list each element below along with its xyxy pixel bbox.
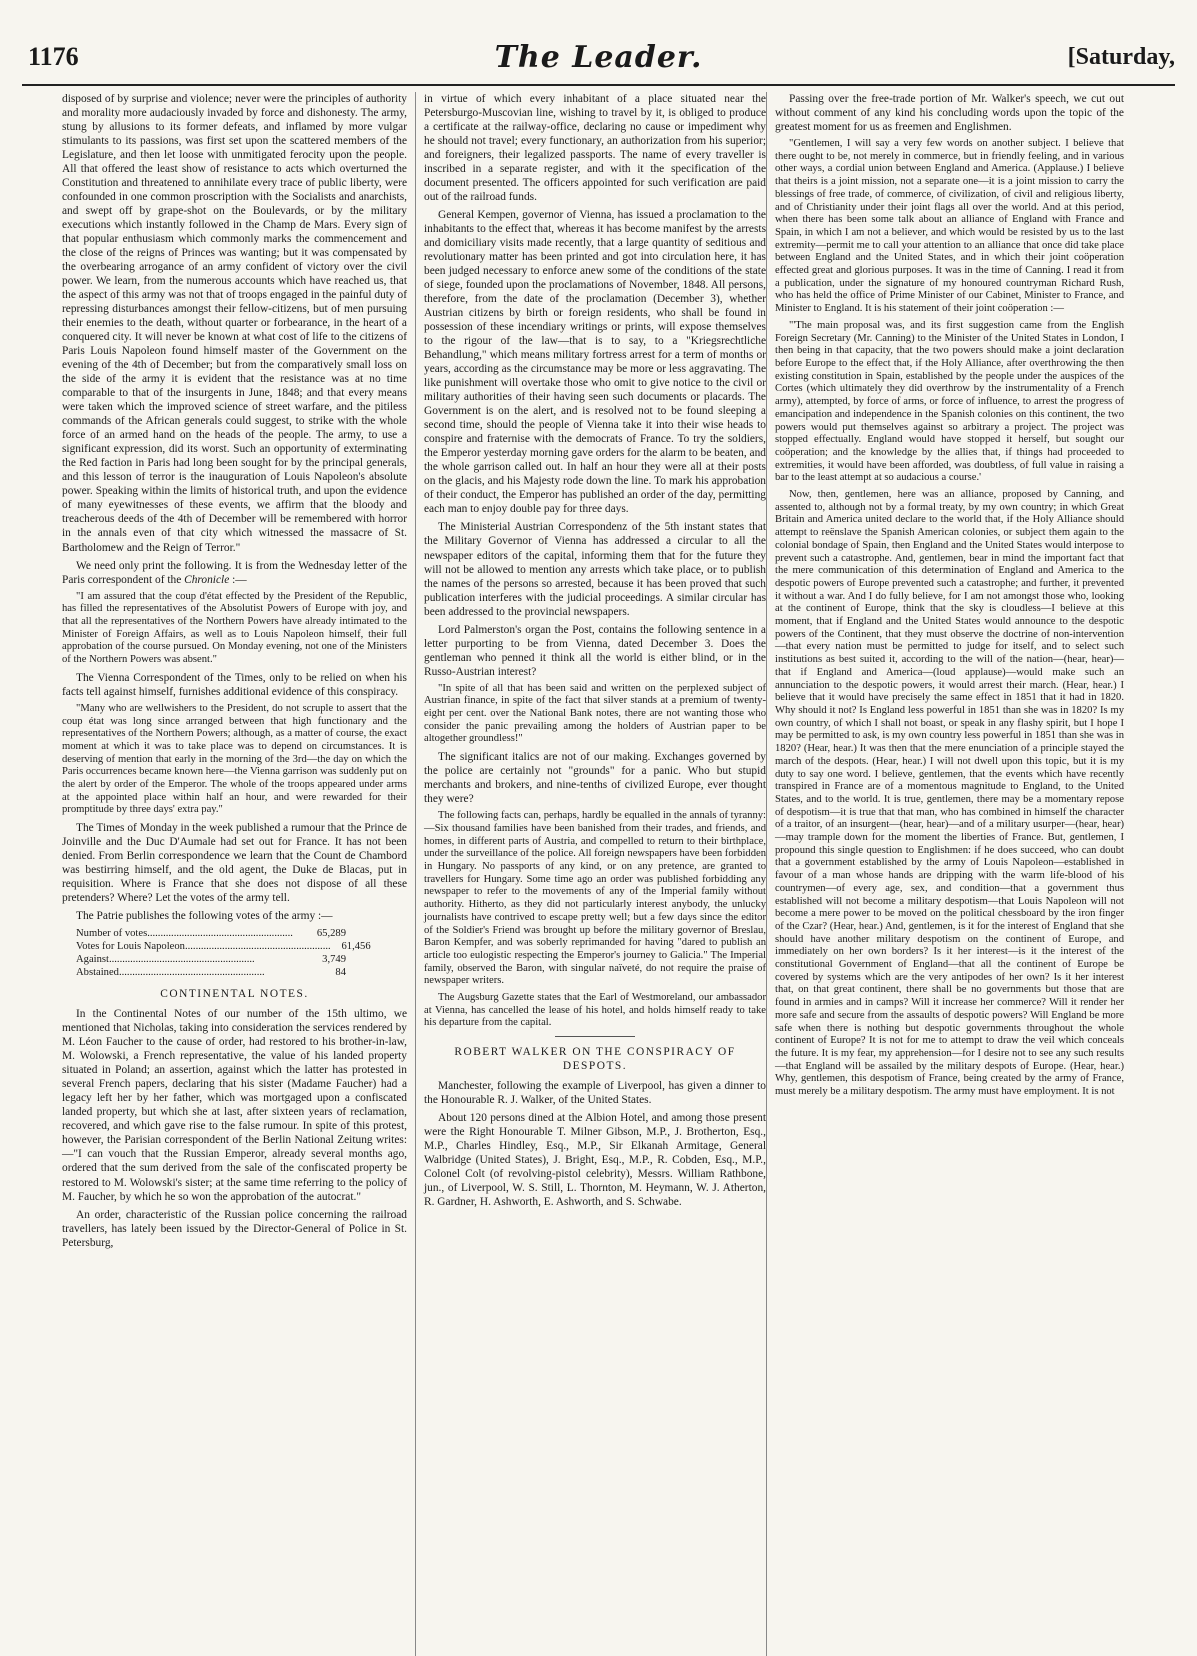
quotation: "I am assured that the coup d'état effected by the President of the Republic, has filled the representatives of the Absolutist Powers of Europe with joy, and that all the representatives of the Northern Powers have already intimated to the Minister of Foreign Affairs, as well as to Louis Napoleon himself, their full approbation of the course pursued. On Monday evening, not one of the Ministers of the Northern Powers was absent." bbox=[62, 590, 407, 666]
votes-row bbox=[76, 966, 346, 979]
column-2 bbox=[415, 92, 766, 1656]
votes-value: 84 bbox=[335, 967, 346, 979]
votes-label: Against bbox=[76, 954, 109, 966]
leader-dots: ....................................................... bbox=[184, 941, 331, 953]
paragraph: Now, then, gentlemen, here was an alliance, proposed by Canning, and assented to, although not by a formal treaty, by my own country; in which Great Britain and America united declare to the world that, if the Holy Alliance should attempt to reënslave the Spanish American colonies, or subject them again to the colonial bondage of Spain, then England and the United States would interpose to prevent such a catastrophe. And, gentlemen, bear in mind the important fact that the mere communication of this determination of England and America to the despotic powers of Europe prevented such a catastrophe; and further, it prevented it without a war. And I do fully believe, for I am not amongst those who, looking at the continent of Europe, think that the sky is cloudless—I believe at this moment, that if England and the United States would announce to the despotic powers of the Continent, that they must observe the doctrine of non-intervention—that every nation must be permitted to judge for itself, and to select such institutions as best suited it, according to the will of the nation—(hear, hear)—that if England and America—(loud applause)—would make such an annunciation to the despotic powers, it would arrest their march. (Hear, hear.) I believe that it would have precisely the same effect in 1851 that it had in 1820. Why should it not? Is England less powerful in 1851 than she was in 1820? Is my own country, of which I shall not boast, or speak in any flashy spirit, but I hope I may be permitted to ask, is my own country less powerful in 1851 than she was in 1820? (Hear, hear.) It was then that the mere enunciation of a principle stayed the march of the despots. (Hear, hear.) I will not dwell upon this topic, but it is my duty to say one word. I believe, gentlemen, that the events which have recently transpired in France are of a momentous magnitude to England, to the United States, and to the world. It is true, gentlemen, there may be a momentary repose of despotism—it is true that that man, who has combined in himself the character of a traitor, of an insurgent—(hear, hear)—and of a military usurper—(hear, hear)—may trample down for the moment the liberties of France. But, gentlemen, I propound this single question to Englishmen: if he does succeed, who can doubt that a government established by the army of Louis Napoleon—established in favour of a man whose hands are dripping with the warm life-blood of his countrymen—of every age, sex, and condition—that a government thus established will not become a military despotism—that Louis Napoleon will not become a mere power to be moved on the political chessboard by the iron finger of the Czar? (Hear, hear.) And, gentlemen, is it for the interest of England that she should have another military despotism on the continent of Europe, and immediately on her own borders? Is it her interest—is it the interest of the constitutional Government of England—that all the continent of Europe be covered by systems which are the very antipodes of her own? Is it her interest that, on that great continent, there shall be no governments but those that are found in armies and in camps? Will it increase her commerce? Will it render her more safe and secure from the assaults of despotic powers? Will England be more safe when there is nothing but despotic governments throughout the whole continent of Europe? It is not for me to attempt to draw the veil which conceals the future. It is my fear, my apprehension—for I desire not to see any such results—that England will be assailed by the military despots of Europe. (Hear, hear.) Why, gentlemen, this despotism of France, being created by the army of France, must merely be a military despotism. The army must have employment. It is not bbox=[775, 489, 1124, 1098]
paragraph: The Vienna Correspondent of the Times, only to be relied on when his facts tell against himself, furnishes additional evidence of this conspiracy. bbox=[62, 671, 407, 698]
paragraph: disposed of by surprise and violence; never were the principles of authority and morality more audaciously invaded by force and dishonesty. The army, stung by allusions to its former defeats, and inflamed by more vulgar stimulants to its passions, was first set upon the scattered members of the Legislature, and then let loose with unmitigated ferocity upon the people. All that offered the least show of resistance to acts which overturned the Constitution and threatened to annihilate every trace of public liberty, were confounded in one common proscription with the Socialists and anarchists, and swept off by grape-shot on the Boulevards, or by the military executions which instantly followed in the Champ de Mars. Every sign of that popular enthusiasm which commonly marks the commencement and the close of the reigns of Princes was wanting; but it was compensated by the overbearing arrogance of an army confident of victory over the civil power. We learn, from the numerous accounts which have reached us, that the aspect of this army was not that of troops engaged in the painful duty of repressing disturbances amongst their fellow-citizens, but of men pursuing their enemies to the death, without quarter or forbearance, in the heart of a conquered city. It will never be known at what cost of life to the citizens of Paris Louis Napoleon found himself master of the Government on the evening of the 4th of December; but from the comparatively small loss on the side of the army it is evident that the resistance was at no time comparable to that of the insurgents in June, 1848; and that every means were taken which the improved science of street warfare, and the pitiless commands of the African generals could suggest, to strike with the whole force of an armed hand on the heads of the people. The army, to use a significant expression, did its worst. Such an opportunity of exterminating the Red faction in Paris had long been sought for by the principal generals, and this lesson of terror is the inauguration of Louis Napoleon's absolute power. Speaking within the limits of historical truth, and upon the evidence of many eyewitnesses of these events, we affirm that the bloody and treacherous deeds of the 4th of December will be remembered with horror in the annals even of that city which witnessed the massacre of St. Bartholomew and the Reign of Terror." bbox=[62, 93, 407, 554]
votes-table bbox=[76, 927, 407, 979]
votes-label: Number of votes bbox=[76, 928, 148, 940]
masthead bbox=[22, 40, 1175, 80]
paragraph: Manchester, following the example of Liverpool, has given a dinner to the Honourable R. J. Walker, of the United States. bbox=[424, 1080, 766, 1107]
paragraph: About 120 persons dined at the Albion Hotel, and among those present were the Right Honourable T. Milner Gibson, M.P., J. Brotherton, Esq., M.P., Charles Hindley, Esq., M.P., Sir Elkanah Armitage, General Walbridge (United States), J. Bright, Esq., M.P., R. Cobden, Esq., M.P., Colonel Colt (of revolving-pistol celebrity), Messrs. William Rathbone, jun., of Liverpool, W. S. Still, L. Thornton, M. Heymann, W. J. Atherton, R. Gardner, H. Ashworth, E. Ashworth, and S. Schwabe. bbox=[424, 1112, 766, 1209]
paragraph: The Ministerial Austrian Correspondenz of the 5th instant states that the Military Governor of Vienna has addressed a circular to all the newspaper editors of the capital, informing them that for the future they will not be allowed to mention any arrests which take place, or to publish the names of the persons so arrested, because it has been proved that such publication interferes with the judicial proceedings. A similar circular has been addressed to the provincial newspapers. bbox=[424, 521, 766, 618]
column-3 bbox=[766, 92, 1124, 1656]
paragraph: The following facts can, perhaps, hardly be equalled in the annals of tyranny:—Six thousand families have been banished from their trades, and friends, and homes, in different parts of Austria, and compelled to return to their birthplace, under the surveillance of the police. All foreign newspapers have been forbidden in Hungary. No passports of any kind, or on any pretence, are granted to travellers for Hungary. Some time ago an order was published forbidding any newspaper to refer to the movements of any of the Imperial family without authority. Hitherto, as they did not particularly interest anybody, the unlucky journalists have contrived to escape pretty well; but a few days since the editor of the Soldier's Friend was brought up before the military governor of Breslau, Baron Kempfer, and was soberly reprimanded for having "dared to publish an article too eulogistic respecting the Emperor's journey to Galicia." The Imperial family, observed the Baron, with singular naïveté, do not require the praise of newspaper writers. bbox=[424, 810, 766, 987]
header-rule bbox=[22, 84, 1175, 86]
paragraph: In the Continental Notes of our number of the 15th ultimo, we mentioned that Nicholas, taking into consideration the services rendered by M. Léon Faucher to the cause of order, had restored to his brother-in-law, M. Wolowski, a French representative, the value of his landed property situated in Poland; an assertion, against which the latter has protested in several French papers, declaring that his sister (Madame Faucher) had a legacy left her by her father, which was mortgaged upon a confiscated landed property, but which she at last, after sixteen years of reclamation, recovered, and which gave rise to the false rumour. In spite of this protest, however, the Parisian correspondent of the Berlin National Zeitung writes:—"I can vouch that the Russian Emperor, already several months ago, ordered that the sum derived from the sale of the confiscated property be restored to M. Wolowski's sister; at the same time referring to the policy of M. Faucher, by which he so won the approbation of the autocrat." bbox=[62, 1008, 407, 1203]
paragraph: Lord Palmerston's organ the Post, contains the following sentence in a letter purporting to be from Vienna, dated December 3. Does the gentleman who penned it think all the world is either blind, or in the Russo-Austrian interest? bbox=[424, 623, 766, 678]
quotation: "Many who are wellwishers to the President, do not scruple to assert that the coup état was long since arranged between that high functionary and the representatives of the Northern Powers; although, as a matter of course, the exact moment at which it was to take place was to depend on circumstances. It is deserving of mention that early in the morning of the 3rd—the day on which the Paris occurrences became known here—the Vienna garrison was suddenly put on the alert by order of the Emperor. The whole of the troops appeared under arms at the appointed place within half an hour, and were rewarded for their promptitude by three days' extra pay." bbox=[62, 702, 407, 816]
votes-value: 65,289 bbox=[316, 928, 346, 940]
text-run: We need only print the following. It is from the Wednesday letter of the Paris correspondent of the bbox=[62, 559, 407, 586]
leader-dots: ....................................................... bbox=[108, 954, 255, 966]
paragraph: The Patrie publishes the following votes of the army :— bbox=[76, 910, 333, 923]
paragraph: in virtue of which every inhabitant of a place situated near the Petersburgo-Muscovian line, wishing to travel by it, is obliged to produce a certificate at the railway-office, declaring no cause or impediment why he should not travel; every functionary, an authorization from his superior; and foreigners, their legalized passports. The name of every traveller is inscribed in a separate register, and with it the specification of the document presented. The officers appointed for such verification are paid out of the railroad funds. bbox=[424, 93, 766, 204]
votes-label: Votes for Louis Napoleon bbox=[76, 941, 185, 953]
votes-row bbox=[76, 927, 346, 940]
paragraph: Passing over the free-trade portion of Mr. Walker's speech, we cut out without comment of any kind his concluding words upon the topic of the greatest moment for us as freemen and Englishmen. bbox=[775, 93, 1124, 134]
section-heading: ROBERT WALKER ON THE CONSPIRACY OF DESPOTS. bbox=[454, 1046, 736, 1073]
masthead-title: The Leader. bbox=[494, 40, 703, 75]
paragraph: General Kempen, governor of Vienna, has issued a proclamation to the inhabitants to the effect that, whereas it has become manifest by the arrests and domiciliary visits made recently, that a large quantity of seditious and revolutionary matter has been printed and got into circulation here, it has been judged necessary to enforce anew some of the conditions of the state of siege, founded upon the proclamations of November, 1848. All persons, therefore, from the date of the proclamation (December 3), whether Austrian citizens by birth or foreign residents, who shall be found in possession of these incendiary writings or prints, will expose themselves to the rigour of the law—that is to say, to a "Kriegsrechtliche Behandlung," which means military fortress arrest for a term of months or years, according as the circumstance may be more or less aggravating. The like punishment will overtake those who omit to give notice to the civil or military authorities of their having seen such documents or placards. The Government is on the alert, and is resolved not to be found sleeping a second time, should the people of Vienna take it into their wise heads to conspire and fraternise with the democrats of France. To try the soldiers, the Emperor yesterday morning gave orders for the alarm to be beaten, and the whole garrison called out. In half an hour they were all at their posts on the glacis, and his Majesty rode down the line. To mark his approbation of their conduct, the Emperor has published an order of the day, permitting each man to enjoy double pay for three days. bbox=[424, 209, 766, 516]
text-run: :— bbox=[229, 573, 247, 586]
quotation: "Gentlemen, I will say a very few words on another subject. I believe that there ought to be, not merely in commerce, but in friendly feeling, and in various other ways, a cordial union between England and America. (Applause.) I believe that theirs is a joint mission, not a separate one—it is a joint mission to carry the blessings of free trade, of commerce, of civilization, of civil and religious liberty, and of Christianity under their joint flags all over the world. And at this period, when there has been some talk about an alliance of England with France and Spain, in which I am not a believer, and which would be resisted by us to the last extremity—permit me to call your attention to an alliance that once did take place between England and the United States, and in which their joint coöperation effected great and glorious purposes. It was in the time of Canning. I read it from a publication, under the signature of my honoured countryman Richard Rush, who has held the office of Prime Minister of our Cabinet, Minister to France, and Minister to England. It is his statement of their joint coöperation :— bbox=[775, 138, 1124, 315]
section-divider bbox=[555, 1036, 635, 1037]
section-heading: CONTINENTAL NOTES. bbox=[160, 988, 309, 1001]
paragraph bbox=[62, 559, 407, 587]
paragraph: An order, characteristic of the Russian police concerning the railroad travellers, has lately been issued by the Director-General of Police in St. Petersburg, bbox=[62, 1208, 407, 1249]
votes-label: Abstained bbox=[76, 967, 119, 979]
paragraph: The Times of Monday in the week published a rumour that the Prince de Joinville and the Duc D'Aumale had set out for France. It has not been denied. From Berlin correspondence we learn that the Count de Chambord was bestirring himself, and the old agent, the Duke de Blacas, put in requisition. Where is France that she does not dispose of all these pretenders? Where? Let the votes of the army tell. bbox=[62, 822, 407, 905]
votes-row bbox=[76, 940, 371, 953]
page-number: 1176 bbox=[28, 42, 79, 71]
quotation: "'The main proposal was, and its first suggestion came from the English Foreign Secretary (Mr. Canning) to the Minister of the United States in London, I then being in that capacity, that the two powers should make a joint declaration before Europe to the effect that, if the Holy Alliance, after overthrowing the then existing constitution in Spain, established by the people under the auspices of the Cortes (which ultimately they did overthrow by the instrumentality of a French army), attempted, by force of arms, or force of influence, to arrest the progress of emancipation and independence in the Spanish colonies on this continent, the two powers would put themselves against so arbitrary a project. The project was stopped effectually. England would have stopped it herself, but sought our coöperation; and the knowledge by the allies that, if things had proceeded to extremities, it would have been afforded, was doubtless, of full value in raising a bar to the least attempt at so audacious a course.' bbox=[775, 319, 1124, 484]
italic-run: Chronicle bbox=[184, 573, 230, 586]
paragraph: The Augsburg Gazette states that the Earl of Westmoreland, our ambassador at Vienna, has cancelled the lease of his hotel, and holds himself ready to take his departure from the capital. bbox=[424, 992, 766, 1029]
paragraph: The significant italics are not of our making. Exchanges governed by the police are certainly not "grounds" for a panic. Who but stupid merchants and brokers, and nine-tenths of civilized Europe, ever thought they were? bbox=[424, 751, 766, 806]
column-1 bbox=[62, 92, 407, 1656]
quotation: "In spite of all that has been said and written on the perplexed subject of Austrian finance, in spite of the fact that silver stands at a premium of twenty-eight per cent. over the National Bank notes, there are not wanting those who consider the panic prevailing among the holders of Austrian paper to be altogether groundless!" bbox=[424, 682, 766, 745]
leader-dots: ....................................................... bbox=[147, 928, 293, 940]
masthead-day: [Saturday, bbox=[1067, 44, 1175, 70]
votes-row bbox=[76, 953, 346, 966]
votes-value: 61,456 bbox=[341, 941, 371, 953]
votes-value: 3,749 bbox=[322, 954, 346, 966]
leader-dots: ....................................................... bbox=[118, 967, 265, 979]
